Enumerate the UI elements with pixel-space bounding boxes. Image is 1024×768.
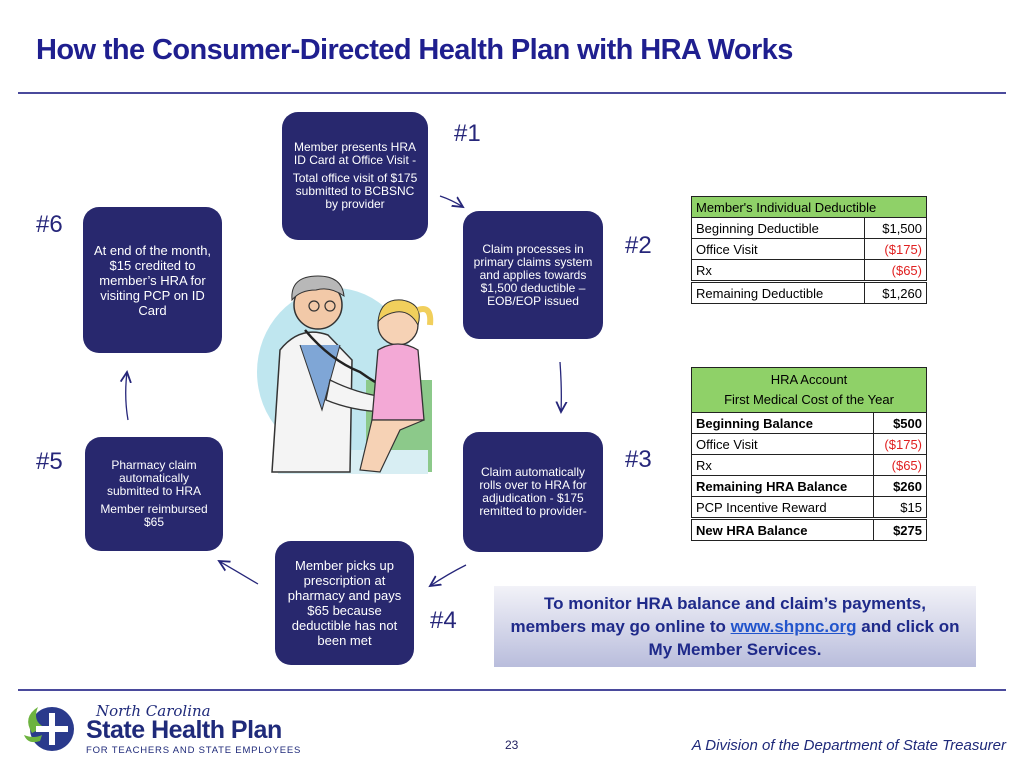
step-4-label: #4 bbox=[430, 607, 457, 634]
note-text-before: To monitor HRA balance and claim’s payments, members may go online to bbox=[510, 594, 926, 636]
arrow-3-to-4 bbox=[430, 565, 466, 586]
row-label: Rx bbox=[692, 455, 874, 476]
logo-line-state-health-plan: State Health Plan bbox=[86, 716, 282, 744]
hra-table-header: HRA Account bbox=[770, 372, 848, 387]
table-row bbox=[692, 434, 927, 455]
table-row bbox=[692, 413, 927, 434]
table-row bbox=[692, 282, 927, 304]
arrow-5-to-6 bbox=[126, 372, 128, 420]
row-value: $1,500 bbox=[865, 218, 927, 239]
step-1-label: #1 bbox=[454, 120, 481, 147]
step-4-line-1: Member picks up prescription at pharmacy and pays $65 because deductible has not been met bbox=[287, 558, 402, 648]
row-value: $1,260 bbox=[865, 282, 927, 304]
state-health-plan-logo-icon bbox=[18, 697, 80, 759]
table-row bbox=[692, 239, 927, 260]
row-value: $275 bbox=[874, 519, 927, 541]
arrow-1-to-2 bbox=[440, 196, 463, 207]
step-2-label: #2 bbox=[625, 232, 652, 259]
row-label: Rx bbox=[692, 260, 865, 282]
shpnc-link[interactable]: www.shpnc.org bbox=[730, 617, 857, 636]
table-row bbox=[692, 476, 927, 497]
deductible-table-header: Member's Individual Deductible bbox=[692, 197, 927, 218]
page-number: 23 bbox=[505, 738, 519, 752]
step-6-label: #6 bbox=[36, 211, 63, 238]
row-value: ($65) bbox=[865, 260, 927, 282]
row-value: ($175) bbox=[874, 434, 927, 455]
row-value: $260 bbox=[874, 476, 927, 497]
step-6-line-1: At end of the month, $15 credited to member’s HRA for visiting PCP on ID Card bbox=[93, 242, 212, 318]
table-row bbox=[692, 260, 927, 282]
table-row bbox=[692, 218, 927, 239]
step-1-line-1: Member presents HRA ID Card at Office Visit - bbox=[293, 140, 417, 167]
monitor-note bbox=[494, 586, 976, 667]
row-value: ($65) bbox=[874, 455, 927, 476]
row-label: Office Visit bbox=[692, 434, 874, 455]
logo-line-teachers: FOR TEACHERS AND STATE EMPLOYEES bbox=[86, 745, 302, 756]
row-label: Beginning Deductible bbox=[692, 218, 865, 239]
row-label: Remaining Deductible bbox=[692, 282, 865, 304]
row-label: Remaining HRA Balance bbox=[692, 476, 874, 497]
row-label: New HRA Balance bbox=[692, 519, 874, 541]
deductible-table bbox=[691, 196, 927, 304]
row-value: $500 bbox=[874, 413, 927, 434]
step-2-line-1: Claim processes in primary claims system and applies towards $1,500 deductible – EOB/EOP issued bbox=[473, 241, 593, 308]
step-5-line-1: Pharmacy claim automatically submitted to HRA bbox=[106, 458, 202, 498]
hra-table-subheader: First Medical Cost of the Year bbox=[724, 392, 894, 407]
doctor-child-illustration bbox=[257, 276, 432, 474]
arrow-2-to-3 bbox=[560, 362, 561, 412]
note-text-after: and click on My Member Services. bbox=[648, 617, 960, 659]
row-value: $15 bbox=[874, 497, 927, 519]
step-1-line-2: Total office visit of $175 submitted to BCBSNC by provider bbox=[292, 171, 418, 211]
table-row bbox=[692, 519, 927, 541]
step-5-label: #5 bbox=[36, 448, 63, 475]
footer-divider bbox=[18, 689, 1006, 691]
row-label: Office Visit bbox=[692, 239, 865, 260]
step-3-line-1: Claim automatically rolls over to HRA for adjudication - $175 remitted to provider- bbox=[479, 465, 587, 518]
hra-account-table bbox=[691, 367, 927, 541]
logo-line-north-carolina: North Carolina bbox=[96, 702, 211, 720]
table-row bbox=[692, 497, 927, 519]
arrow-4-to-5 bbox=[219, 561, 258, 584]
row-label: Beginning Balance bbox=[692, 413, 874, 434]
row-label: PCP Incentive Reward bbox=[692, 497, 874, 519]
division-text: A Division of the Department of State Treasurer bbox=[691, 737, 1006, 754]
step-3-label: #3 bbox=[625, 446, 652, 473]
step-5-line-2: Member reimbursed $65 bbox=[100, 502, 208, 529]
page-title: How the Consumer-Directed Health Plan with HRA Works bbox=[36, 34, 793, 66]
table-row bbox=[692, 455, 927, 476]
row-value: ($175) bbox=[865, 239, 927, 260]
